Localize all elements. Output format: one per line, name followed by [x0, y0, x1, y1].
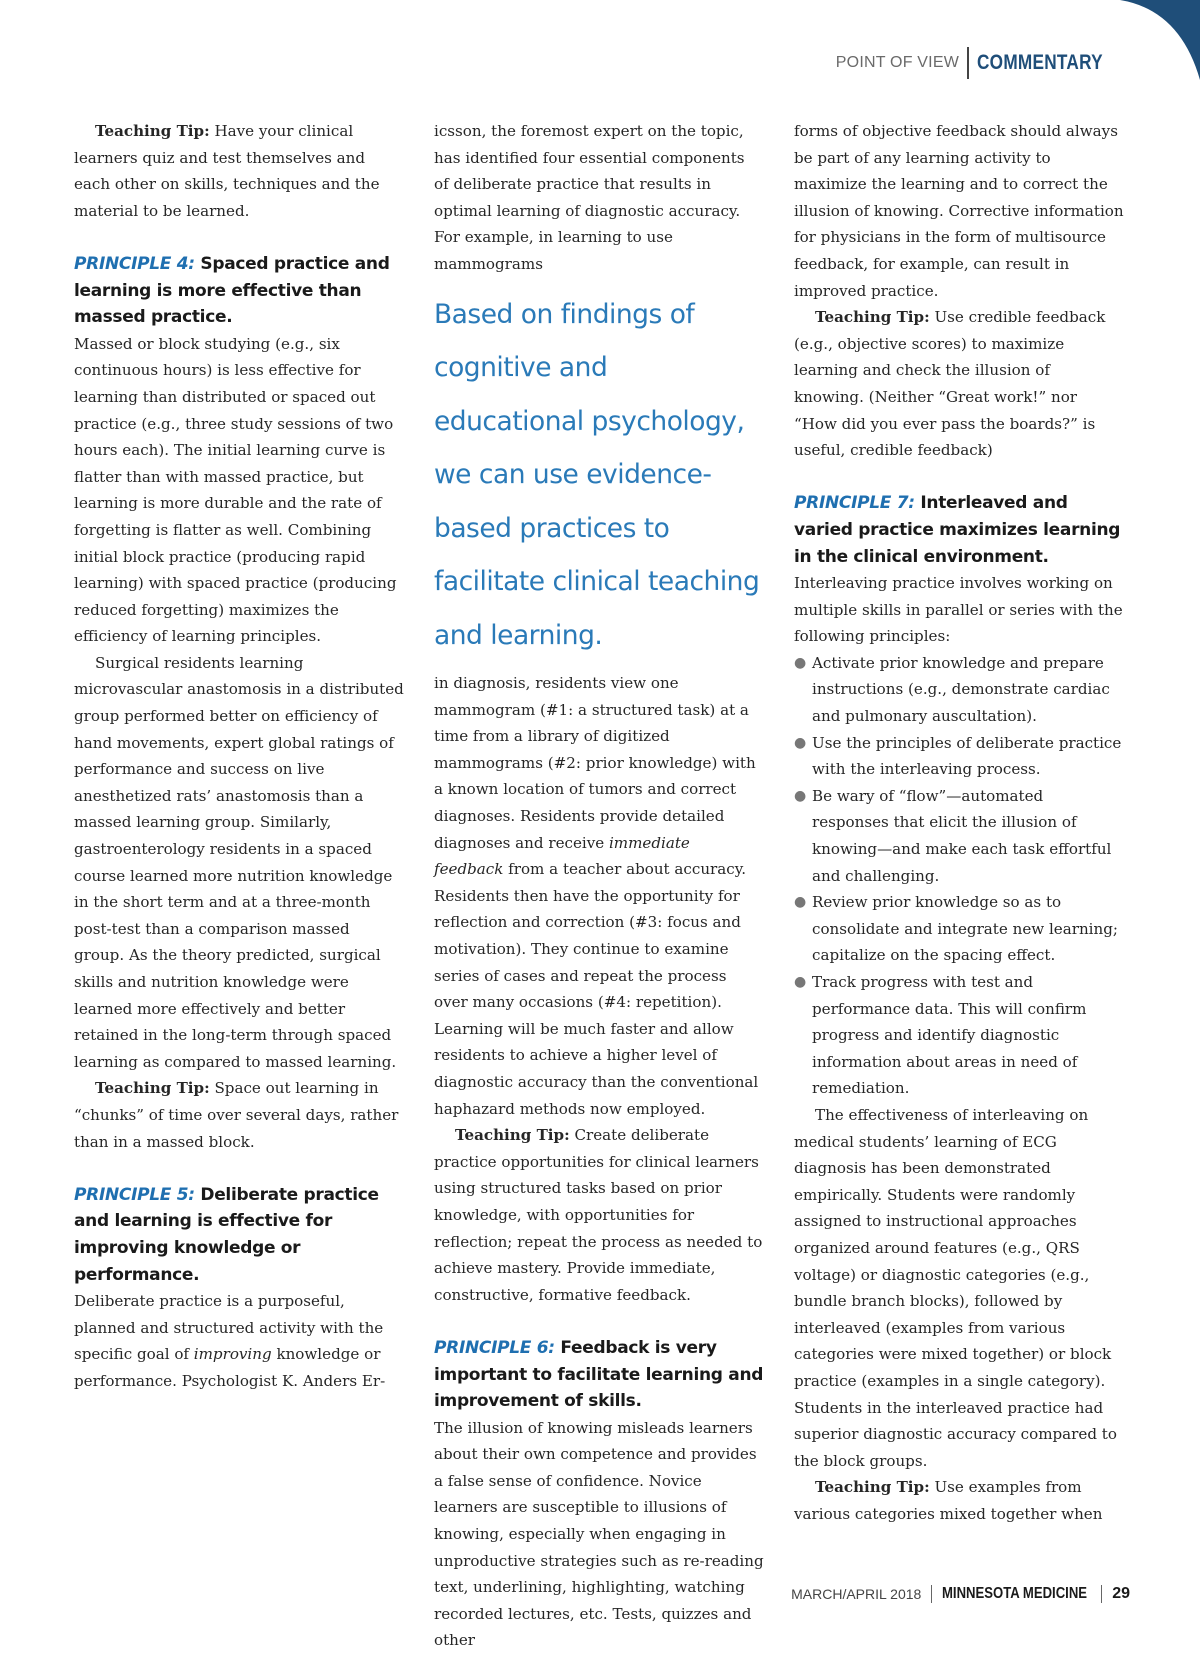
- principle-5-heading: [74, 1182, 404, 1288]
- principle-7-bullet-list: [794, 650, 1124, 1102]
- issue-date: MARCH/APRIL 2018: [791, 1586, 922, 1602]
- page-number: 29: [1112, 1585, 1130, 1602]
- teaching-tip-paragraph: [794, 1474, 1124, 1527]
- column-3: [794, 118, 1124, 1527]
- teaching-tip-text: Space out learning in “chunks” of time over several days, rather than in a massed block.: [74, 1079, 399, 1151]
- principle-4-paragraph-2: Surgical residents learning microvascular anastomosis in a distributed group performed better on efficiency of hand movements, expert global ratings of performance and success on live anesthetized rats’ anastomosis than a massed learning group. Similarly, gastroenterology residents in a spaced course learned more nutrition knowledge in the short term and at a three-month post-test than a comparison massed group. As the theory predicted, surgical skills and nutrition knowledge were learned more effectively and better retained in the long-term through spaced learning as compared to massed learning.: [74, 653, 404, 1071]
- principle-7-title: Interleaved and varied practice maximizes learning in the clinical environment.: [794, 493, 1121, 567]
- continued-paragraph: icsson, the foremost expert on the topic, has identified four essential components of deliberate practice that results in optimal learning of diagnostic accuracy. For example, in learning to use mammograms: [434, 122, 745, 273]
- magazine-name: MINNESOTA MEDICINE: [942, 1585, 1088, 1602]
- principle-6-paragraph: The illusion of knowing misleads learners about their own competence and provides a false sense of confidence. Novice learners are susceptible to illusions of knowing, especially when engaging in unproductive strategies such as re-reading text, underlining, highlighting, watching recorded lectures, etc. Tests, quizzes and other: [434, 1418, 764, 1650]
- bullet-icon: ●: [794, 974, 807, 990]
- list-item: ● Be wary of “flow”—automated responses that elicit the illusion of knowing—and make each task effortful and challenging.: [794, 783, 1124, 889]
- continued-paragraph: forms of objective feedback should always be part of any learning activity to maximize the learning and to correct the illusion of knowing. Corrective information for physicians in the form of multisource feedback, for example, can result in improved practice.: [794, 122, 1124, 300]
- bullet-icon: ●: [794, 654, 807, 671]
- principle-7-label: PRINCIPLE 7:: [794, 493, 915, 514]
- bullet-icon: ●: [794, 894, 807, 911]
- principle-7-heading: [794, 490, 1124, 570]
- principle-6-label: PRINCIPLE 6:: [434, 1337, 555, 1358]
- teaching-tip-paragraph: [74, 118, 404, 224]
- corner-decoration: [1120, 0, 1200, 80]
- principle-4-paragraph-1: Massed or block studying (e.g., six continuous hours) is less effective for learning than distributed or spaced out practice (e.g., three study sessions of two hours each). The initial learning curve is flatter than with massed practice, but learning is more durable and the rate of forgetting is flatter as well. Combining initial block practice (producing rapid learning) with spaced practice (producing reduced forgetting) maximizes the efficiency of learning principles.: [74, 334, 397, 646]
- bullet-icon: ●: [794, 787, 807, 804]
- list-item: ● Use the principles of deliberate practice with the interleaving process.: [794, 730, 1124, 783]
- teaching-tip-text: Use examples from various categories mixed together when: [794, 1478, 1103, 1523]
- emphasis-text: immediate feedback: [434, 833, 690, 879]
- principle-4-title: Spaced practice and learning is more effective than massed practice.: [74, 253, 390, 328]
- column-2: [434, 118, 764, 1654]
- footer-divider: [1101, 1585, 1102, 1603]
- pull-quote: Based on findings of cognitive and educational psychology, we can use evidence-based practices to facilitate clinical teaching and learning.: [434, 298, 760, 651]
- teaching-tip-label: Teaching Tip:: [95, 1079, 210, 1098]
- teaching-tip-label: Teaching Tip:: [455, 1126, 570, 1145]
- principle-5-label: PRINCIPLE 5:: [74, 1184, 195, 1205]
- running-header: [836, 46, 1130, 80]
- header-divider: [967, 47, 969, 79]
- principle-4-heading: [74, 251, 404, 331]
- section-label: POINT OF VIEW: [835, 54, 959, 71]
- column-1: [74, 118, 404, 1395]
- teaching-tip-text: Have your clinical learners quiz and test themselves and each other on skills, techniques and the material to be learned.: [74, 122, 380, 220]
- interleaving-paragraph: The effectiveness of interleaving on medical students’ learning of ECG diagnosis has been demonstrated empirically. Students were randomly assigned to instructional approaches organized around features (e.g., QRS voltage) or diagnostic categories (e.g., bundle branch blocks), followed by interleaved (examples from various categories were mixed together) or block practice (examples in a single category). Students in the interleaved practice had superior diagnostic accuracy compared to the block groups.: [794, 1105, 1117, 1470]
- teaching-tip-text: Create deliberate practice opportunities for clinical learners using structured tasks based on prior knowledge, with opportunities for reflection; repeat the process as needed to achieve mastery. Provide immediate, constructive, formative feedback.: [434, 1126, 763, 1304]
- list-item: ● Activate prior knowledge and prepare instructions (e.g., demonstrate cardiac and pulmonary auscultation).: [794, 650, 1124, 730]
- bullet-icon: ●: [794, 734, 807, 751]
- principle-7-intro: Interleaving practice involves working on multiple skills in parallel or series with the following principles:: [794, 574, 1123, 646]
- teaching-tip-paragraph: [434, 1122, 764, 1308]
- section-title: COMMENTARY: [976, 51, 1103, 74]
- list-item: ● Review prior knowledge so as to consolidate and integrate new learning; capitalize on the spacing effect.: [794, 889, 1124, 969]
- teaching-tip-label: Teaching Tip:: [815, 308, 930, 327]
- principle-5-paragraph: Deliberate practice is a purposeful, planned and structured activity with the specific goal of improving knowledge or performance. Psychologist K. Anders Er-: [74, 1292, 386, 1390]
- principle-4-label: PRINCIPLE 4:: [74, 253, 195, 274]
- teaching-tip-label: Teaching Tip:: [95, 122, 210, 140]
- principle-6-title: Feedback is very important to facilitate learning and improvement of skills.: [434, 1337, 764, 1412]
- teaching-tip-paragraph: [794, 304, 1124, 464]
- page-footer: [791, 1580, 1130, 1608]
- footer-divider: [931, 1585, 932, 1603]
- emphasis-text: improving: [193, 1345, 272, 1364]
- list-item: ● Track progress with test and performance data. This will confirm progress and identify diagnostic information about areas in need of remediation.: [794, 969, 1124, 1102]
- teaching-tip-paragraph: [74, 1075, 404, 1155]
- teaching-tip-text: Use credible feedback (e.g., objective scores) to maximize learning and check the illusion of knowing. (Neither “Great work!” nor “How did you ever pass the boards?” is useful, credible feedback): [794, 308, 1106, 460]
- teaching-tip-label: Teaching Tip:: [815, 1478, 930, 1497]
- mammogram-paragraph: in diagnosis, residents view one mammogram (#1: a structured task) at a time from a library of digitized mammograms (#2: prior knowledge) with a known location of tumors and correct diagnoses. Residents provide detailed diagnoses and receive immediate feedback from a teacher about accuracy. Residents then have the opportunity for reflection and correction (#3: focus and motivation). They continue to examine series of cases and repeat the process over many occasions (#4: repetition). Learning will be much faster and allow residents to achieve a higher level of diagnostic accuracy than the conventional haphazard methods now employed.: [434, 674, 759, 1118]
- principle-5-title: Deliberate practice and learning is effective for improving knowledge or performance.: [74, 1184, 379, 1285]
- principle-6-heading: [434, 1335, 764, 1415]
